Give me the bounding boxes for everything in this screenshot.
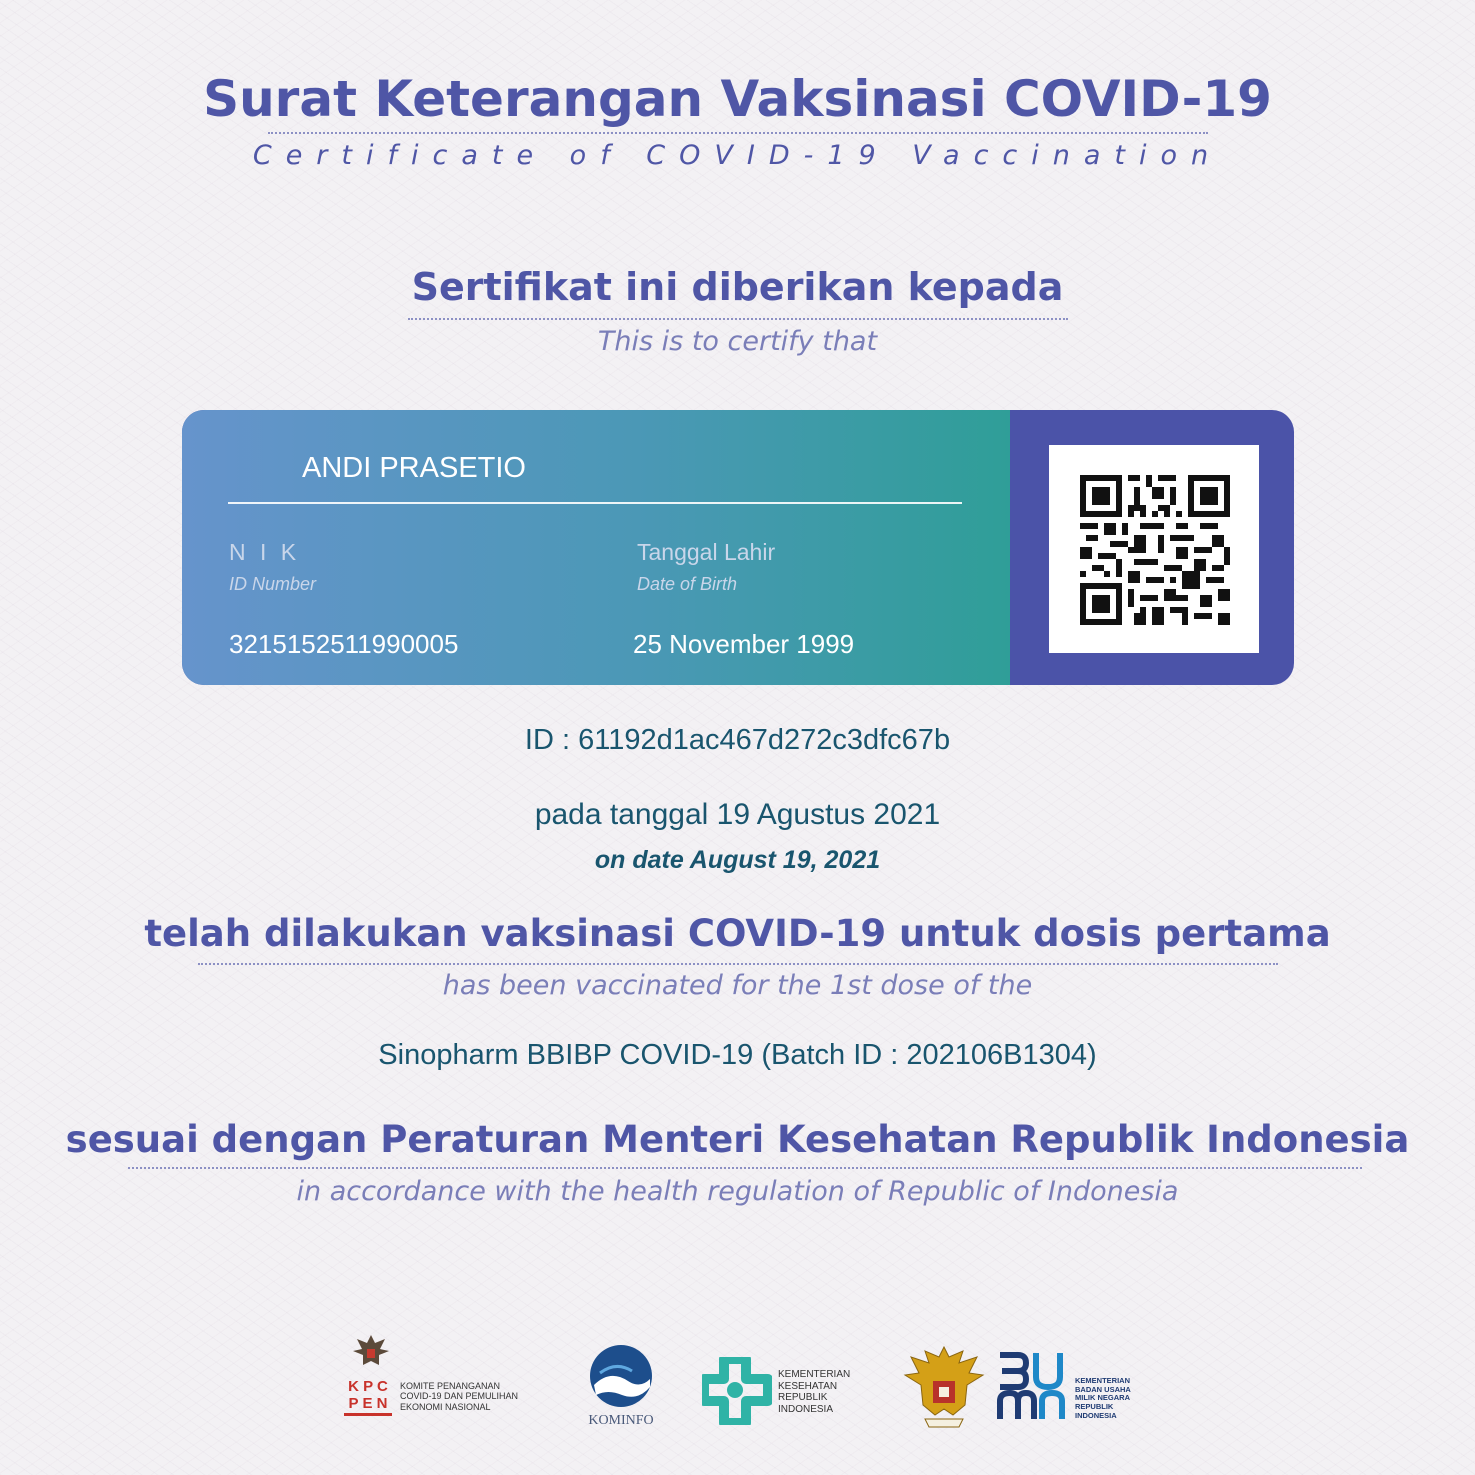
- vaccination-statement: telah dilakukan vaksinasi COVID-19 untuk dosis pertama: [144, 912, 1331, 955]
- kpcpen-letters-top: K P C: [348, 1378, 388, 1395]
- holder-name-divider: [228, 502, 962, 504]
- nik-value: 3215152511990005: [229, 629, 459, 659]
- qr-code-frame: [1049, 445, 1259, 653]
- kpcpen-logo: [344, 1378, 392, 1416]
- kemenkes-line-2: KESEHATAN: [778, 1380, 838, 1392]
- bumn-text: [1075, 1377, 1131, 1420]
- bumn-line-2: BADAN USAHA: [1075, 1384, 1131, 1394]
- nik-sublabel: ID Number: [229, 574, 317, 594]
- bumn-logo: [996, 1349, 1068, 1425]
- bumn-line-3: MILIK NEGARA: [1075, 1393, 1130, 1403]
- title-divider: [268, 132, 1208, 134]
- kpcpen-line-1: KOMITE PENANGANAN: [400, 1381, 501, 1391]
- regulation-statement-en: in accordance with the health regulation of Republic of Indonesia: [296, 1176, 1179, 1207]
- kemenkes-line-4: INDONESIA: [778, 1403, 834, 1415]
- nik-label: N I K: [229, 539, 301, 565]
- kemenkes-text: [778, 1369, 850, 1415]
- intro-subheading: This is to certify that: [597, 326, 878, 357]
- bumn-line-5: INDONESIA: [1075, 1410, 1117, 1420]
- kpcpen-letters-bottom: P E N: [348, 1395, 388, 1412]
- regulation-divider: [128, 1167, 1362, 1169]
- kemenkes-line-3: REPUBLIK: [778, 1392, 828, 1403]
- regulation-statement: sesuai dengan Peraturan Menteri Kesehatan Republik Indonesia: [65, 1118, 1410, 1161]
- kpcpen-line-2: COVID-19 DAN PEMULIHAN: [400, 1391, 519, 1402]
- document-subtitle: Certificate of COVID-19 Vaccination: [252, 140, 1223, 171]
- garuda-icon: [349, 1331, 393, 1371]
- vaccine-name: Sinopharm BBIBP COVID-19 (Batch ID : 202106B1304): [378, 1039, 1097, 1071]
- bumn-line-4: REPUBLIK: [1075, 1401, 1114, 1411]
- holder-name: ANDI PRASETIO: [302, 452, 526, 484]
- kemenkes-line-1: KEMENTERIAN: [778, 1369, 851, 1380]
- intro-divider: [408, 318, 1068, 320]
- document-title: Surat Keterangan Vaksinasi COVID-19: [203, 70, 1272, 128]
- qr-code-icon: [1079, 475, 1231, 625]
- dob-value: 25 November 1999: [633, 629, 855, 659]
- vaccination-date: pada tanggal 19 Agustus 2021: [534, 798, 941, 831]
- intro-heading: Sertifikat ini diberikan kepada: [411, 265, 1064, 309]
- dob-sublabel: Date of Birth: [637, 574, 738, 594]
- kominfo-logo: [588, 1343, 654, 1409]
- vaccination-statement-en: has been vaccinated for the 1st dose of the: [442, 970, 1033, 1001]
- garuda-pancasila-icon: [903, 1343, 985, 1429]
- dob-label: Tanggal Lahir: [637, 539, 776, 565]
- vaccination-date-en: on date August 19, 2021: [594, 846, 881, 874]
- certificate-id: ID : 61192d1ac467d272c3dfc67b: [524, 724, 951, 756]
- kominfo-label: KOMINFO: [588, 1413, 654, 1428]
- kpcpen-text: [400, 1381, 518, 1412]
- kemenkes-logo: [702, 1357, 772, 1425]
- vaccination-divider: [198, 963, 1278, 965]
- kpcpen-line-3: EKONOMI NASIONAL: [400, 1401, 491, 1412]
- bumn-line-1: KEMENTERIAN: [1075, 1376, 1131, 1385]
